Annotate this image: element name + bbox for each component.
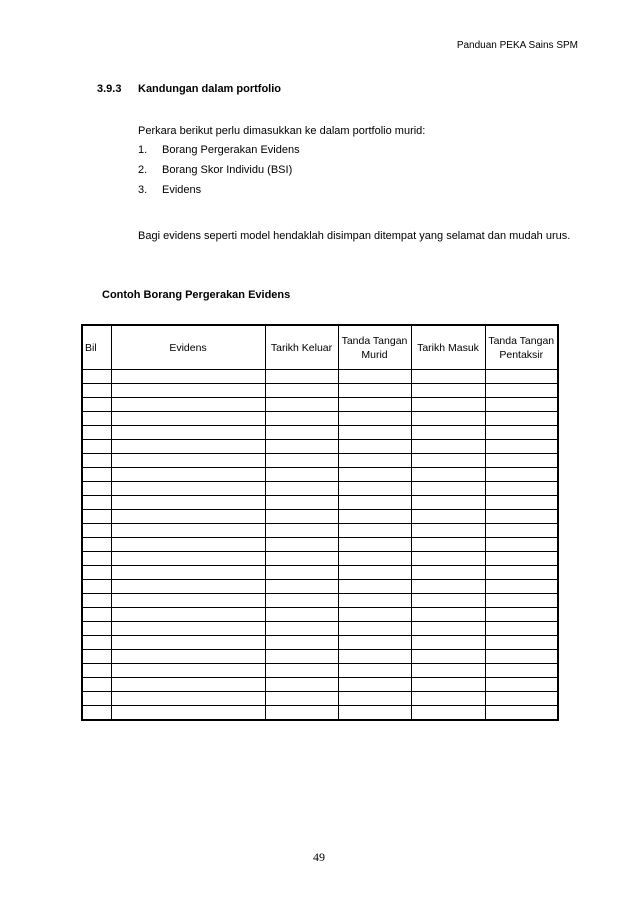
table-cell bbox=[265, 608, 338, 622]
table-row bbox=[82, 636, 558, 650]
table-cell bbox=[265, 580, 338, 594]
table-row bbox=[82, 678, 558, 692]
table-cell bbox=[485, 398, 558, 412]
table-cell bbox=[411, 398, 485, 412]
table-cell bbox=[485, 454, 558, 468]
table-row bbox=[82, 440, 558, 454]
table-cell bbox=[338, 594, 411, 608]
table-cell bbox=[485, 566, 558, 580]
evidence-paragraph: Bagi evidens seperti model hendaklah disimpan ditempat yang selamat dan mudah urus. bbox=[138, 230, 571, 242]
table-cell bbox=[411, 566, 485, 580]
table-cell bbox=[82, 594, 111, 608]
portfolio-items-list bbox=[138, 144, 300, 204]
table-cell bbox=[265, 538, 338, 552]
table-row bbox=[82, 426, 558, 440]
table-cell bbox=[485, 678, 558, 692]
table-cell bbox=[485, 426, 558, 440]
table-cell bbox=[82, 454, 111, 468]
table-cell bbox=[411, 384, 485, 398]
table-cell bbox=[411, 426, 485, 440]
table-row bbox=[82, 650, 558, 664]
table-cell bbox=[265, 524, 338, 538]
table-cell bbox=[411, 692, 485, 706]
table-cell bbox=[82, 426, 111, 440]
table-cell bbox=[111, 664, 265, 678]
table-cell bbox=[485, 664, 558, 678]
table-cell bbox=[485, 608, 558, 622]
table-row bbox=[82, 552, 558, 566]
table-cell bbox=[82, 580, 111, 594]
table-cell bbox=[265, 482, 338, 496]
table-cell bbox=[265, 692, 338, 706]
table-cell bbox=[111, 622, 265, 636]
table-cell bbox=[82, 538, 111, 552]
table-cell bbox=[82, 706, 111, 721]
table-cell bbox=[485, 482, 558, 496]
table-cell bbox=[265, 398, 338, 412]
table-cell bbox=[111, 426, 265, 440]
table-cell bbox=[411, 440, 485, 454]
table-cell bbox=[82, 398, 111, 412]
table-cell bbox=[338, 566, 411, 580]
section-title: Kandungan dalam portfolio bbox=[138, 83, 281, 95]
table-cell bbox=[111, 398, 265, 412]
table-cell bbox=[485, 650, 558, 664]
table-cell bbox=[111, 636, 265, 650]
table-cell bbox=[485, 622, 558, 636]
table-cell bbox=[411, 370, 485, 384]
table-cell bbox=[82, 412, 111, 426]
list-item-number: 2. bbox=[138, 164, 148, 176]
table-cell bbox=[265, 510, 338, 524]
table-cell bbox=[265, 650, 338, 664]
table-cell bbox=[265, 622, 338, 636]
list-item bbox=[138, 184, 300, 204]
table-cell bbox=[338, 580, 411, 594]
list-item-number: 1. bbox=[138, 144, 148, 156]
table-row bbox=[82, 706, 558, 721]
table-row bbox=[82, 468, 558, 482]
list-item-text: Borang Skor Individu (BSI) bbox=[162, 164, 293, 176]
table-row bbox=[82, 454, 558, 468]
table-cell bbox=[411, 412, 485, 426]
table-cell bbox=[411, 552, 485, 566]
table-cell bbox=[411, 454, 485, 468]
table-cell bbox=[338, 636, 411, 650]
table-cell bbox=[485, 496, 558, 510]
table-row bbox=[82, 580, 558, 594]
table-cell bbox=[265, 468, 338, 482]
table-cell bbox=[111, 496, 265, 510]
table-cell bbox=[111, 538, 265, 552]
table-cell bbox=[338, 608, 411, 622]
table-cell bbox=[411, 636, 485, 650]
table-cell bbox=[111, 482, 265, 496]
table-cell bbox=[82, 650, 111, 664]
table-cell bbox=[338, 454, 411, 468]
table-cell bbox=[338, 510, 411, 524]
table-cell bbox=[411, 580, 485, 594]
table-cell bbox=[411, 510, 485, 524]
table-row bbox=[82, 398, 558, 412]
evidence-movement-table bbox=[81, 324, 559, 721]
table-cell bbox=[111, 650, 265, 664]
table-cell bbox=[338, 496, 411, 510]
table-cell bbox=[265, 594, 338, 608]
table-cell bbox=[82, 440, 111, 454]
table-cell bbox=[411, 678, 485, 692]
table-cell bbox=[411, 664, 485, 678]
table-row bbox=[82, 608, 558, 622]
table-row bbox=[82, 384, 558, 398]
table-row bbox=[82, 622, 558, 636]
table-cell bbox=[411, 468, 485, 482]
table-cell bbox=[411, 524, 485, 538]
table-cell bbox=[411, 482, 485, 496]
table-cell bbox=[338, 426, 411, 440]
list-item-text: Evidens bbox=[162, 184, 202, 196]
table-cell bbox=[111, 454, 265, 468]
table-cell bbox=[338, 622, 411, 636]
table-cell bbox=[265, 552, 338, 566]
table-cell bbox=[485, 510, 558, 524]
table-row bbox=[82, 692, 558, 706]
table-cell bbox=[82, 608, 111, 622]
table-cell bbox=[485, 524, 558, 538]
table-cell bbox=[411, 650, 485, 664]
table-cell bbox=[265, 384, 338, 398]
list-item-number: 3. bbox=[138, 184, 148, 196]
list-item bbox=[138, 164, 300, 184]
table-cell bbox=[265, 370, 338, 384]
table-title: Contoh Borang Pergerakan Evidens bbox=[102, 289, 291, 301]
table-cell bbox=[411, 594, 485, 608]
table-cell bbox=[82, 678, 111, 692]
table-row bbox=[82, 482, 558, 496]
table-header-row bbox=[82, 325, 558, 370]
table-cell bbox=[82, 496, 111, 510]
table-cell bbox=[485, 384, 558, 398]
table-cell bbox=[338, 384, 411, 398]
table-cell bbox=[111, 580, 265, 594]
table-cell bbox=[485, 580, 558, 594]
list-item bbox=[138, 144, 300, 164]
table-cell bbox=[338, 664, 411, 678]
table-cell bbox=[485, 552, 558, 566]
table-cell bbox=[82, 566, 111, 580]
table-cell bbox=[338, 692, 411, 706]
table-cell bbox=[338, 412, 411, 426]
table-cell bbox=[82, 468, 111, 482]
table-cell bbox=[485, 594, 558, 608]
table-cell bbox=[82, 622, 111, 636]
table-cell bbox=[82, 510, 111, 524]
table-row bbox=[82, 412, 558, 426]
table-cell bbox=[111, 468, 265, 482]
table-cell bbox=[265, 440, 338, 454]
table-cell bbox=[338, 678, 411, 692]
table-cell bbox=[485, 468, 558, 482]
table-cell bbox=[485, 440, 558, 454]
table-row bbox=[82, 524, 558, 538]
table-cell bbox=[338, 650, 411, 664]
table-cell bbox=[82, 692, 111, 706]
running-header: Panduan PEKA Sains SPM bbox=[456, 40, 578, 51]
table-cell bbox=[82, 636, 111, 650]
table-cell bbox=[265, 412, 338, 426]
table-cell bbox=[111, 524, 265, 538]
table-cell bbox=[411, 622, 485, 636]
table-cell bbox=[338, 524, 411, 538]
table-cell bbox=[111, 384, 265, 398]
table-cell bbox=[111, 692, 265, 706]
column-header-tanda-tangan-pentaksir: Tanda Tangan Pentaksir bbox=[485, 325, 558, 370]
table-cell bbox=[111, 678, 265, 692]
table-cell bbox=[338, 482, 411, 496]
table-cell bbox=[338, 552, 411, 566]
table-cell bbox=[485, 538, 558, 552]
table-cell bbox=[111, 608, 265, 622]
table-cell bbox=[338, 440, 411, 454]
table-cell bbox=[485, 692, 558, 706]
table-cell bbox=[82, 664, 111, 678]
table-cell bbox=[111, 552, 265, 566]
table-cell bbox=[411, 608, 485, 622]
table-cell bbox=[265, 706, 338, 721]
intro-text: Perkara berikut perlu dimasukkan ke dalam portfolio murid: bbox=[138, 125, 426, 137]
table-row bbox=[82, 594, 558, 608]
table-cell bbox=[111, 440, 265, 454]
table-cell bbox=[265, 454, 338, 468]
table-cell bbox=[82, 552, 111, 566]
table-cell bbox=[338, 468, 411, 482]
table-cell bbox=[82, 524, 111, 538]
table-cell bbox=[265, 426, 338, 440]
page-number: 49 bbox=[313, 850, 325, 864]
table-cell bbox=[411, 538, 485, 552]
table-cell bbox=[485, 412, 558, 426]
section-number: 3.9.3 bbox=[97, 83, 122, 95]
table-cell bbox=[338, 706, 411, 721]
table-cell bbox=[82, 482, 111, 496]
table-cell bbox=[485, 636, 558, 650]
table-row bbox=[82, 496, 558, 510]
table-row bbox=[82, 566, 558, 580]
table-cell bbox=[111, 510, 265, 524]
table-cell bbox=[265, 678, 338, 692]
column-header-tarikh-keluar: Tarikh Keluar bbox=[265, 325, 338, 370]
table-row bbox=[82, 370, 558, 384]
table-cell bbox=[111, 594, 265, 608]
table-cell bbox=[265, 496, 338, 510]
list-item-text: Borang Pergerakan Evidens bbox=[162, 144, 300, 156]
table-cell bbox=[338, 538, 411, 552]
table-cell bbox=[82, 370, 111, 384]
table-row bbox=[82, 510, 558, 524]
table-cell bbox=[338, 370, 411, 384]
table-cell bbox=[111, 566, 265, 580]
table-cell bbox=[265, 636, 338, 650]
table-cell bbox=[338, 398, 411, 412]
table-row bbox=[82, 664, 558, 678]
table-cell bbox=[411, 496, 485, 510]
table-row bbox=[82, 538, 558, 552]
table-cell bbox=[485, 706, 558, 721]
table-cell bbox=[111, 706, 265, 721]
table-cell bbox=[111, 412, 265, 426]
column-header-tanda-tangan-murid: Tanda Tangan Murid bbox=[338, 325, 411, 370]
column-header-bil: Bil bbox=[82, 325, 111, 370]
table-body bbox=[82, 370, 558, 721]
table-cell bbox=[265, 566, 338, 580]
column-header-tarikh-masuk: Tarikh Masuk bbox=[411, 325, 485, 370]
table-cell bbox=[265, 664, 338, 678]
table-cell bbox=[485, 370, 558, 384]
column-header-evidens: Evidens bbox=[111, 325, 265, 370]
table-cell bbox=[111, 370, 265, 384]
table-cell bbox=[411, 706, 485, 721]
table-cell bbox=[82, 384, 111, 398]
